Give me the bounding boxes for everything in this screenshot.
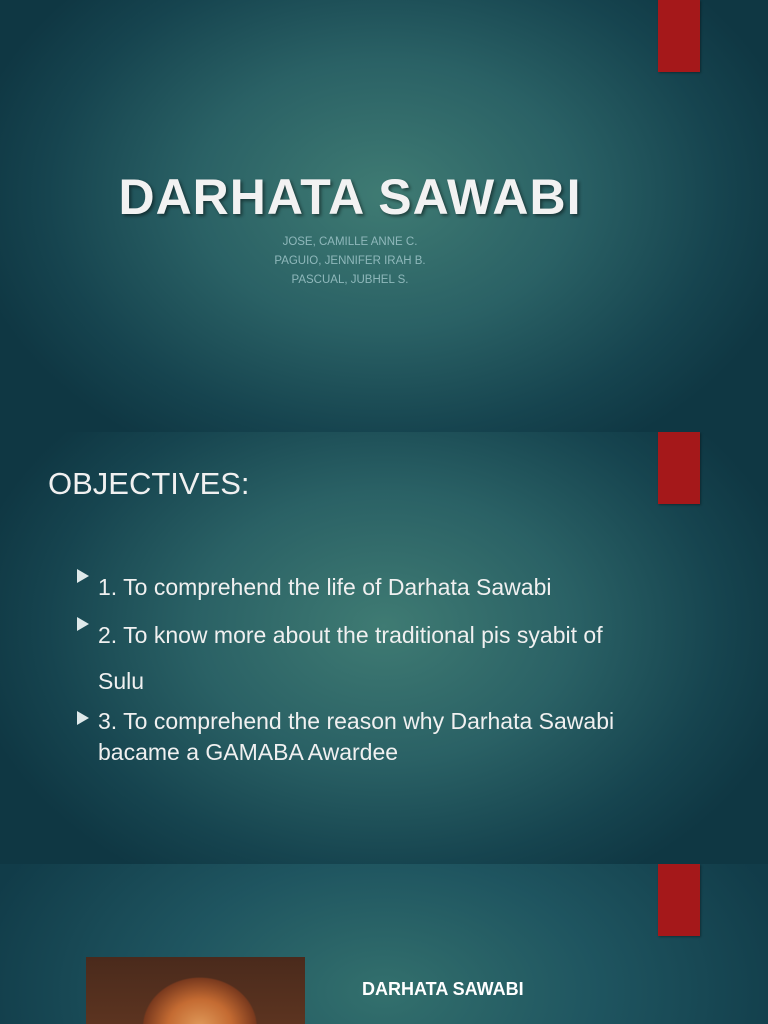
triangle-bullet-icon [77,617,89,631]
accent-bar [658,0,700,72]
objective-item [77,612,617,704]
accent-bar [658,864,700,936]
objective-item [77,564,617,610]
photo-caption: DARHATA SAWABI [362,979,524,999]
author-name: PAGUIO, JENNIFER IRAH B. [274,255,426,267]
objective-text: 1. To comprehend the life of Darhata Sawabi [98,574,552,600]
objectives-heading: OBJECTIVES: [48,466,250,501]
title-slide [0,0,768,432]
objective-text: 2. To know more about the traditional pis syabit of Sulu [98,622,603,694]
objectives-list [77,564,617,768]
triangle-bullet-icon [77,711,89,725]
portrait-photo [86,957,305,1024]
author-name: JOSE, CAMILLE ANNE C. [282,236,418,248]
author-list [0,233,700,290]
slide-title: DARHATA SAWABI [118,169,582,225]
author-name: PASCUAL, JUBHEL S. [291,274,409,286]
portrait-slide [0,864,768,1024]
objectives-slide [0,432,768,864]
objective-item [77,706,617,768]
objective-text: 3. To comprehend the reason why Darhata Sawabi bacame a GAMABA Awardee [98,708,615,765]
accent-bar [658,432,700,504]
triangle-bullet-icon [77,569,89,583]
